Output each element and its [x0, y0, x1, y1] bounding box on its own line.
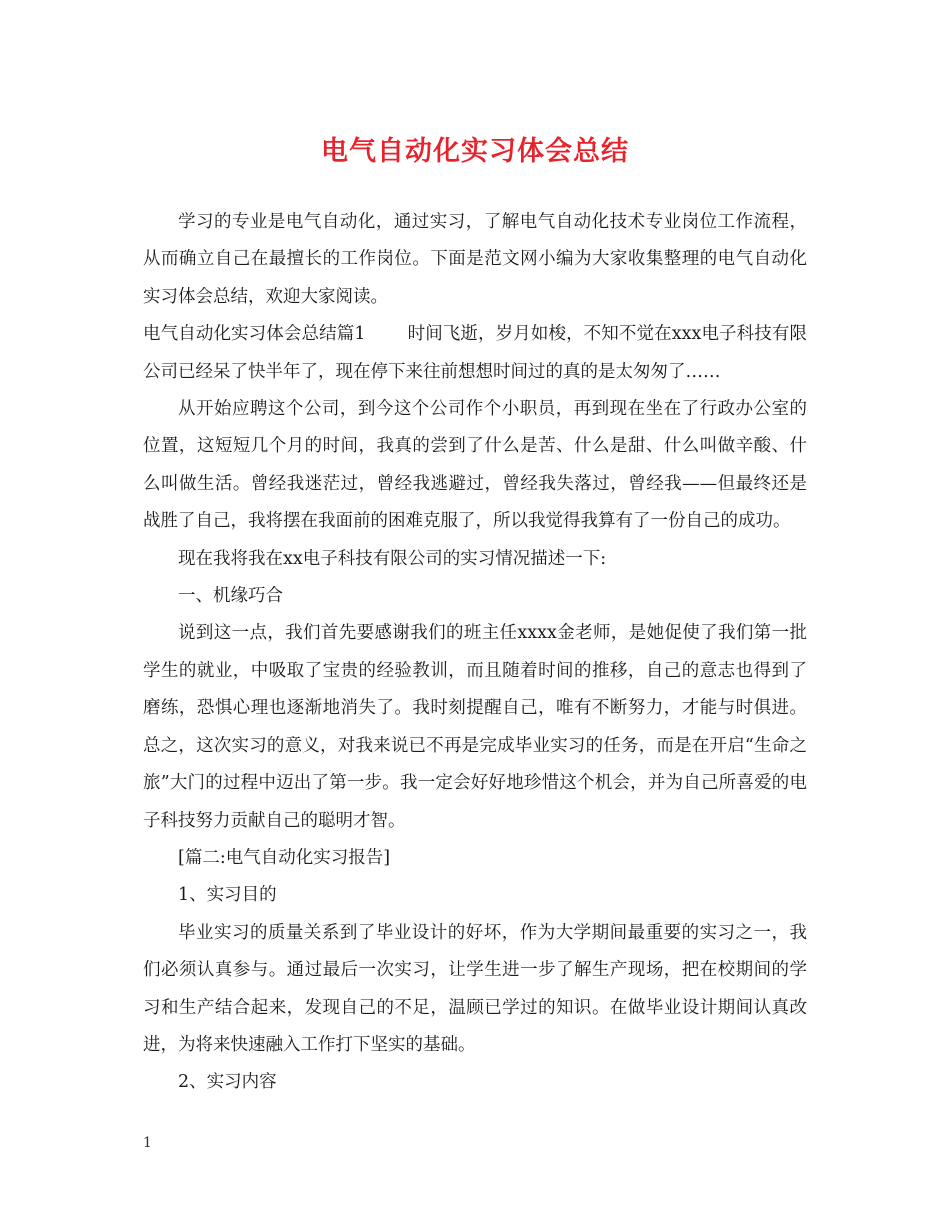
intro-paragraph: 学习的专业是电气自动化，通过实习，了解电气自动化技术专业岗位工作流程，从而确立自己在最擅长的工作岗位。下面是范文网小编为大家收集整理的电气自动化实习体会总结，欢迎大家阅读。 [143, 212, 807, 307]
document-body [143, 204, 807, 1102]
document-title: 电气自动化实习体会总结 [321, 136, 629, 167]
heading-part-two: [篇二:电气自动化实习报告] [178, 847, 391, 868]
heading-opportunity: 一、机缘巧合 [178, 586, 283, 607]
section1-heading: 电气自动化实习体会总结篇1 [143, 324, 366, 345]
page-number: 1 [143, 1135, 152, 1151]
heading-content: 2、实习内容 [178, 1072, 277, 1093]
paragraph-purpose: 毕业实习的质量关系到了毕业设计的好坏，作为大学期间最重要的实习之一，我们必须认真参与。通过最后一次实习，让学生进一步了解生产现场，把在校期间的学习和生产结合起来，发现自己的不足，温顾已学过的知识。在做毕业设计期间认真改进，为将来快速融入工作打下坚实的基础。 [143, 922, 807, 1055]
section1-lead: 时间飞逝，岁月如梭，不知不觉在xxx电子科技有限公司已经呆了快半年了，现在停下来往前想想时间过的真的是太匆匆了…… [143, 324, 808, 382]
section1-paragraph [143, 316, 807, 391]
heading-purpose: 1、实习目的 [178, 885, 277, 906]
paragraph-description: 现在我将我在xx电子科技有限公司的实习情况描述一下: [178, 548, 607, 569]
paragraph-teacher: 说到这一点，我们首先要感谢我们的班主任xxxx金老师，是她促使了我们第一批学生的就业，中吸取了宝贵的经验教训，而且随着时间的推移，自己的意志也得到了磨练，恐惧心理也逐渐地消失了。我时刻提醒自己，唯有不断努力，才能与时俱进。总之，这次实习的意义，对我来说已不再是完成毕业实习的任务，而是在开启“生命之旅”大门的过程中迈出了第一步。我一定会好好地珍惜这个机会，并为自己所喜爱的电子科技努力贡献自己的聪明才智。 [143, 623, 807, 831]
paragraph-experience: 从开始应聘这个公司，到今这个公司作个小职员，再到现在坐在了行政办公室的位置，这短短几个月的时间，我真的尝到了什么是苦、什么是甜、什么叫做辛酸、什么叫做生活。曾经我迷茫过，曾经我逃避过，曾经我失落过，曾经我——但最终还是战胜了自己，我将摆在我面前的困难克服了，所以我觉得我算有了一份自己的成功。 [143, 399, 807, 532]
